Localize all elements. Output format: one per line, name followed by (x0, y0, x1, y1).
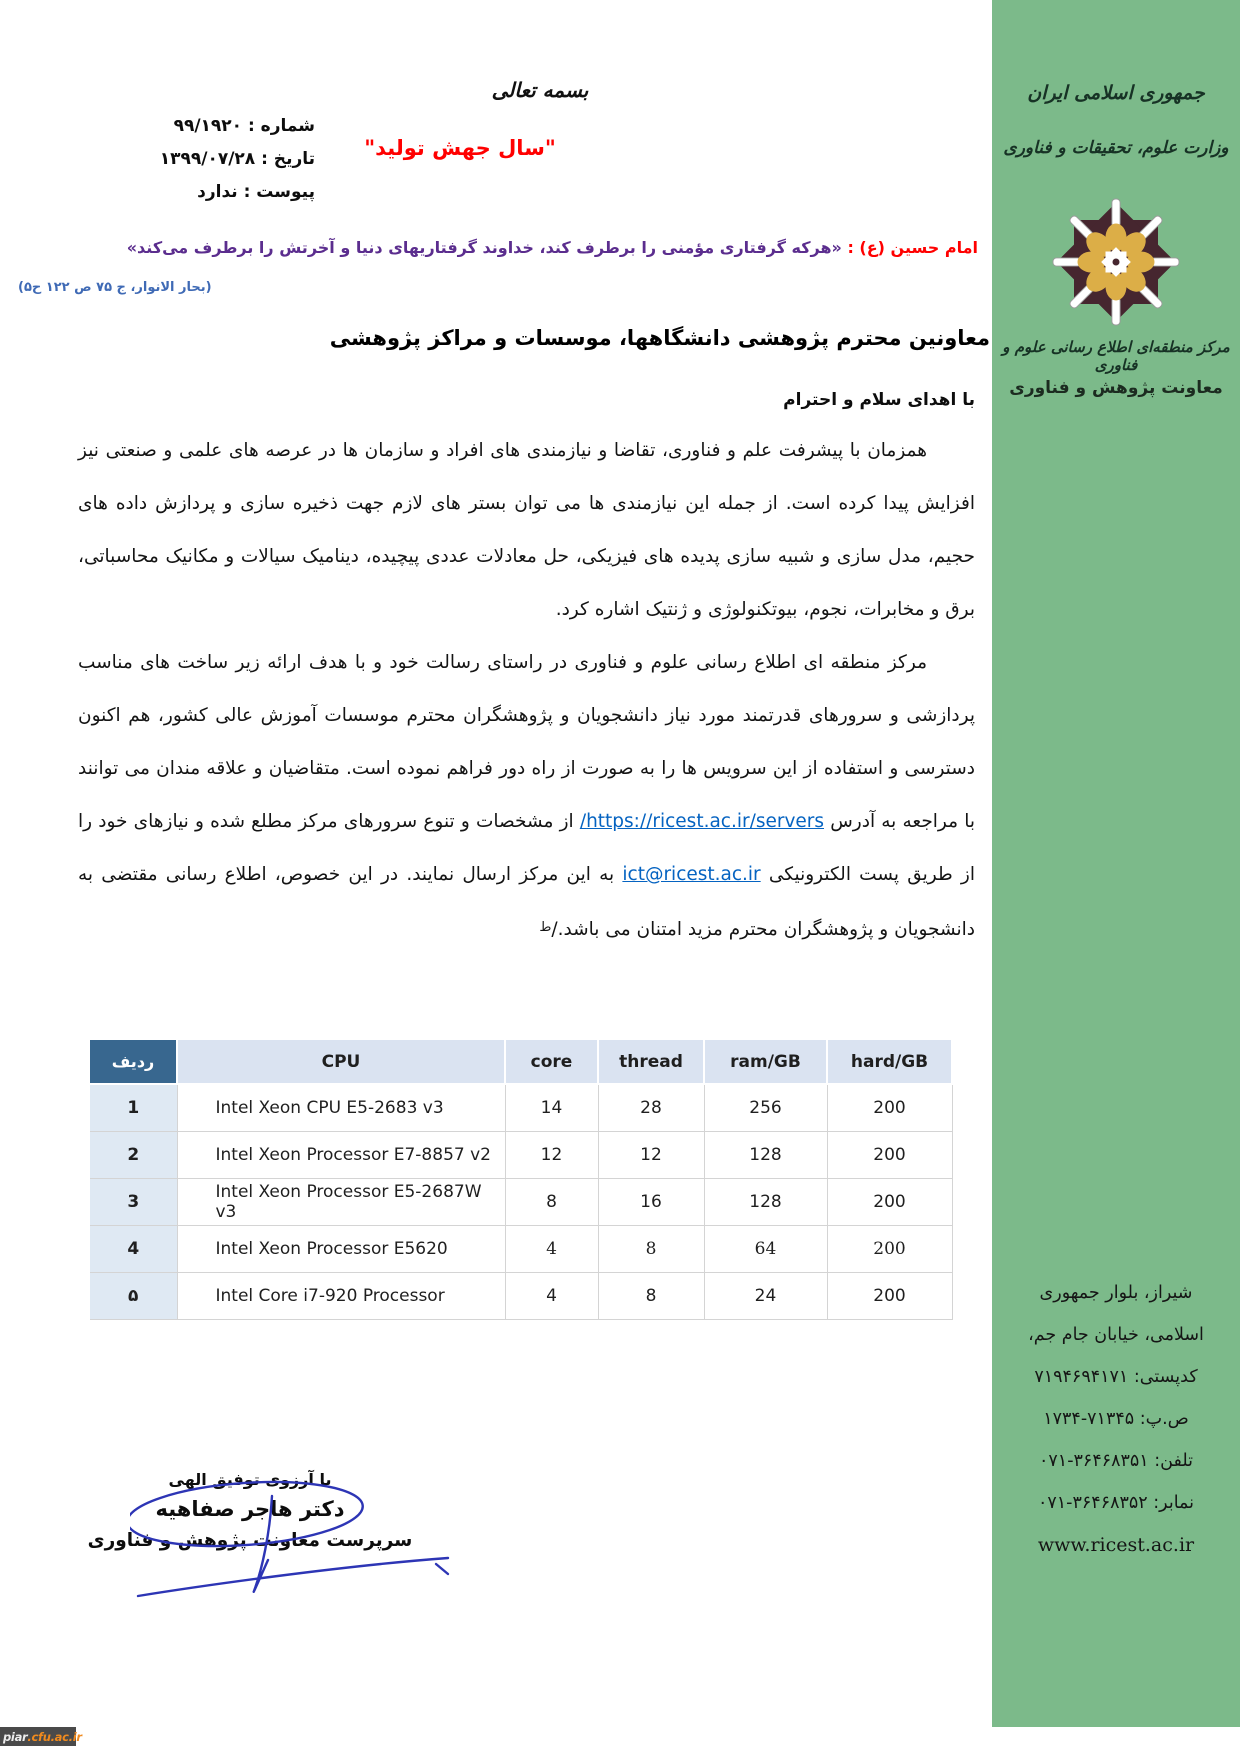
signature-block (85, 1466, 415, 1556)
ricest-star-logo-icon (1042, 192, 1190, 332)
column-header-core: core (505, 1039, 598, 1084)
sidebar-address-block (992, 1272, 1240, 1566)
postal-code: کدپستی: ۷۱۹۴۶۹۴۱۷۱ (1034, 1367, 1198, 1387)
fax-number: نمابر: ۳۶۴۶۸۳۵۲-۰۷۱ (1037, 1493, 1195, 1513)
server-spec-table (88, 1038, 953, 1320)
sidebar-country-title: جمهوری اسلامی ایران (1027, 82, 1205, 104)
table-row: 1 Intel Xeon CPU E5-2683 v3 14 28 256 200 (89, 1084, 952, 1131)
greeting-line: با اهدای سلام و احترام (783, 390, 975, 410)
typist-mark: ط (539, 920, 552, 935)
signatory-role: سرپرست معاونت پژوهش و فناوری (87, 1530, 413, 1551)
year-slogan: "سال جهش تولید" (364, 136, 556, 160)
table-row: 3 Intel Xeon Processor E5-2687W v3 8 16 128 200 (89, 1178, 952, 1225)
table-row: 2 Intel Xeon Processor E7-8857 v2 12 12 128 200 (89, 1131, 952, 1178)
quote-speaker: امام حسین (ع) : (841, 238, 978, 257)
letter-number: شماره : ۹۹/۱۹۲۰ (173, 116, 315, 136)
sidebar-center-name: مرکز منطقه‌ای اطلاع رسانی علوم و فناوری (1002, 338, 1230, 374)
table-header-row (89, 1039, 952, 1084)
column-header-ram: ram/GB (704, 1039, 827, 1084)
table-row: ۵ Intel Core i7-920 Processor 4 8 24 200 (89, 1272, 952, 1319)
column-header-thread: thread (598, 1039, 704, 1084)
table-row: 4 Intel Xeon Processor E5620 4 8 64 200 (89, 1225, 952, 1272)
po-box: ص.پ: ۷۱۳۴۵-۱۷۳۴ (1043, 1409, 1189, 1429)
column-header-radif: ردیف (89, 1039, 177, 1084)
servers-link[interactable]: https://ricest.ac.ir/servers/ (579, 811, 825, 832)
signatory-name: دکتر هاجر صفاهیه (155, 1497, 345, 1521)
website-url: www.ricest.ac.ir (1037, 1534, 1195, 1556)
column-header-cpu: CPU (177, 1039, 505, 1084)
column-header-hard: hard/GB (827, 1039, 952, 1084)
letter-body (78, 424, 975, 956)
phone-number: تلفن: ۳۶۴۶۸۳۵۱-۰۷۱ (1038, 1451, 1194, 1471)
besmellah-text: بسمه تعالی (491, 78, 589, 102)
watermark-prefix: piar (3, 1729, 28, 1744)
paragraph-1: همزمان با پیشرفت علم و فناوری، تقاضا و نیازمندی های افراد و سازمان ها در عرصه های علمی و صنعتی نیز افزایش پیدا کرده است. از جمله این نیازمندی ها می توان بستر های لازم جهت ذخیره سازی و پردازش داده های حجیم، مدل سازی و شبیه سازی پدیده های فیزیکی، حل معادلات عددی پیچیده، دینامیک سیالات و مکانیک محاسباتی، برق و مخابرات، نجوم، بیوتکنولوژی و ژنتیک اشاره کرد. (78, 440, 975, 620)
address-line: شیراز، بلوار جمهوری (1039, 1283, 1193, 1303)
letter-date: تاریخ : ۱۳۹۹/۰۷/۲۸ (159, 149, 315, 169)
signature-wish: با آرزوی توفیق الهی (168, 1470, 332, 1489)
sidebar-ministry-title: وزارت علوم، تحقیقات و فناوری (1003, 138, 1229, 158)
sidebar-deputy-name: معاونت پژوهش و فناوری (1009, 378, 1223, 398)
watermark-badge (0, 1727, 82, 1746)
letter-meta (100, 110, 315, 209)
email-link[interactable]: ict@ricest.ac.ir (622, 864, 761, 885)
letter-attachment: پیوست : ندارد (197, 182, 315, 202)
recipient-title: معاونین محترم پژوهشی دانشگاهها، موسسات و مراکز پژوهشی (329, 326, 990, 350)
hadith-quote (10, 238, 978, 257)
quote-source: (بحار الانوار، ج ۷۵ ص ۱۲۲ ح۵) (18, 280, 212, 295)
quote-text: «هرکه گرفتاری مؤمنی را برطرف کند، خداوند گرفتاریهای دنیا و آخرتش را برطرف می‌کند» (126, 238, 842, 257)
address-line: اسلامی، خیابان جام جم، (1028, 1325, 1204, 1345)
watermark-suffix: .cfu.ac.ir (27, 1729, 82, 1744)
paragraph-2: مرکز منطقه ای اطلاع رسانی علوم و فناوری در راستای رسالت خود و با هدف ارائه زیر ساخت های مناسب پردازشی و سرورهای قدرتمند مورد نیاز دانشجویان و پژوهشگران محترم موسسات آموزش عالی کشور، هم اکنون دسترسی و استفاده از این سرویس ها را به صورت از راه دور فراهم نموده است. متقاضیان و علاقه مندان می توانند با مراجعه به آدرس https://ricest.ac.ir/servers/ از مشخصات و تنوع سرورهای مرکز مطلع شده و نیازهای خود را از طریق پست الکترونیکی ict@ricest.ac.ir به این مرکز ارسال نمایند. در این خصوص، اطلاع رسانی مقتضی به دانشجویان و پژوهشگران محترم مزید امتنان می باشد./$^ط$ (78, 652, 975, 940)
sidebar (992, 0, 1240, 1727)
